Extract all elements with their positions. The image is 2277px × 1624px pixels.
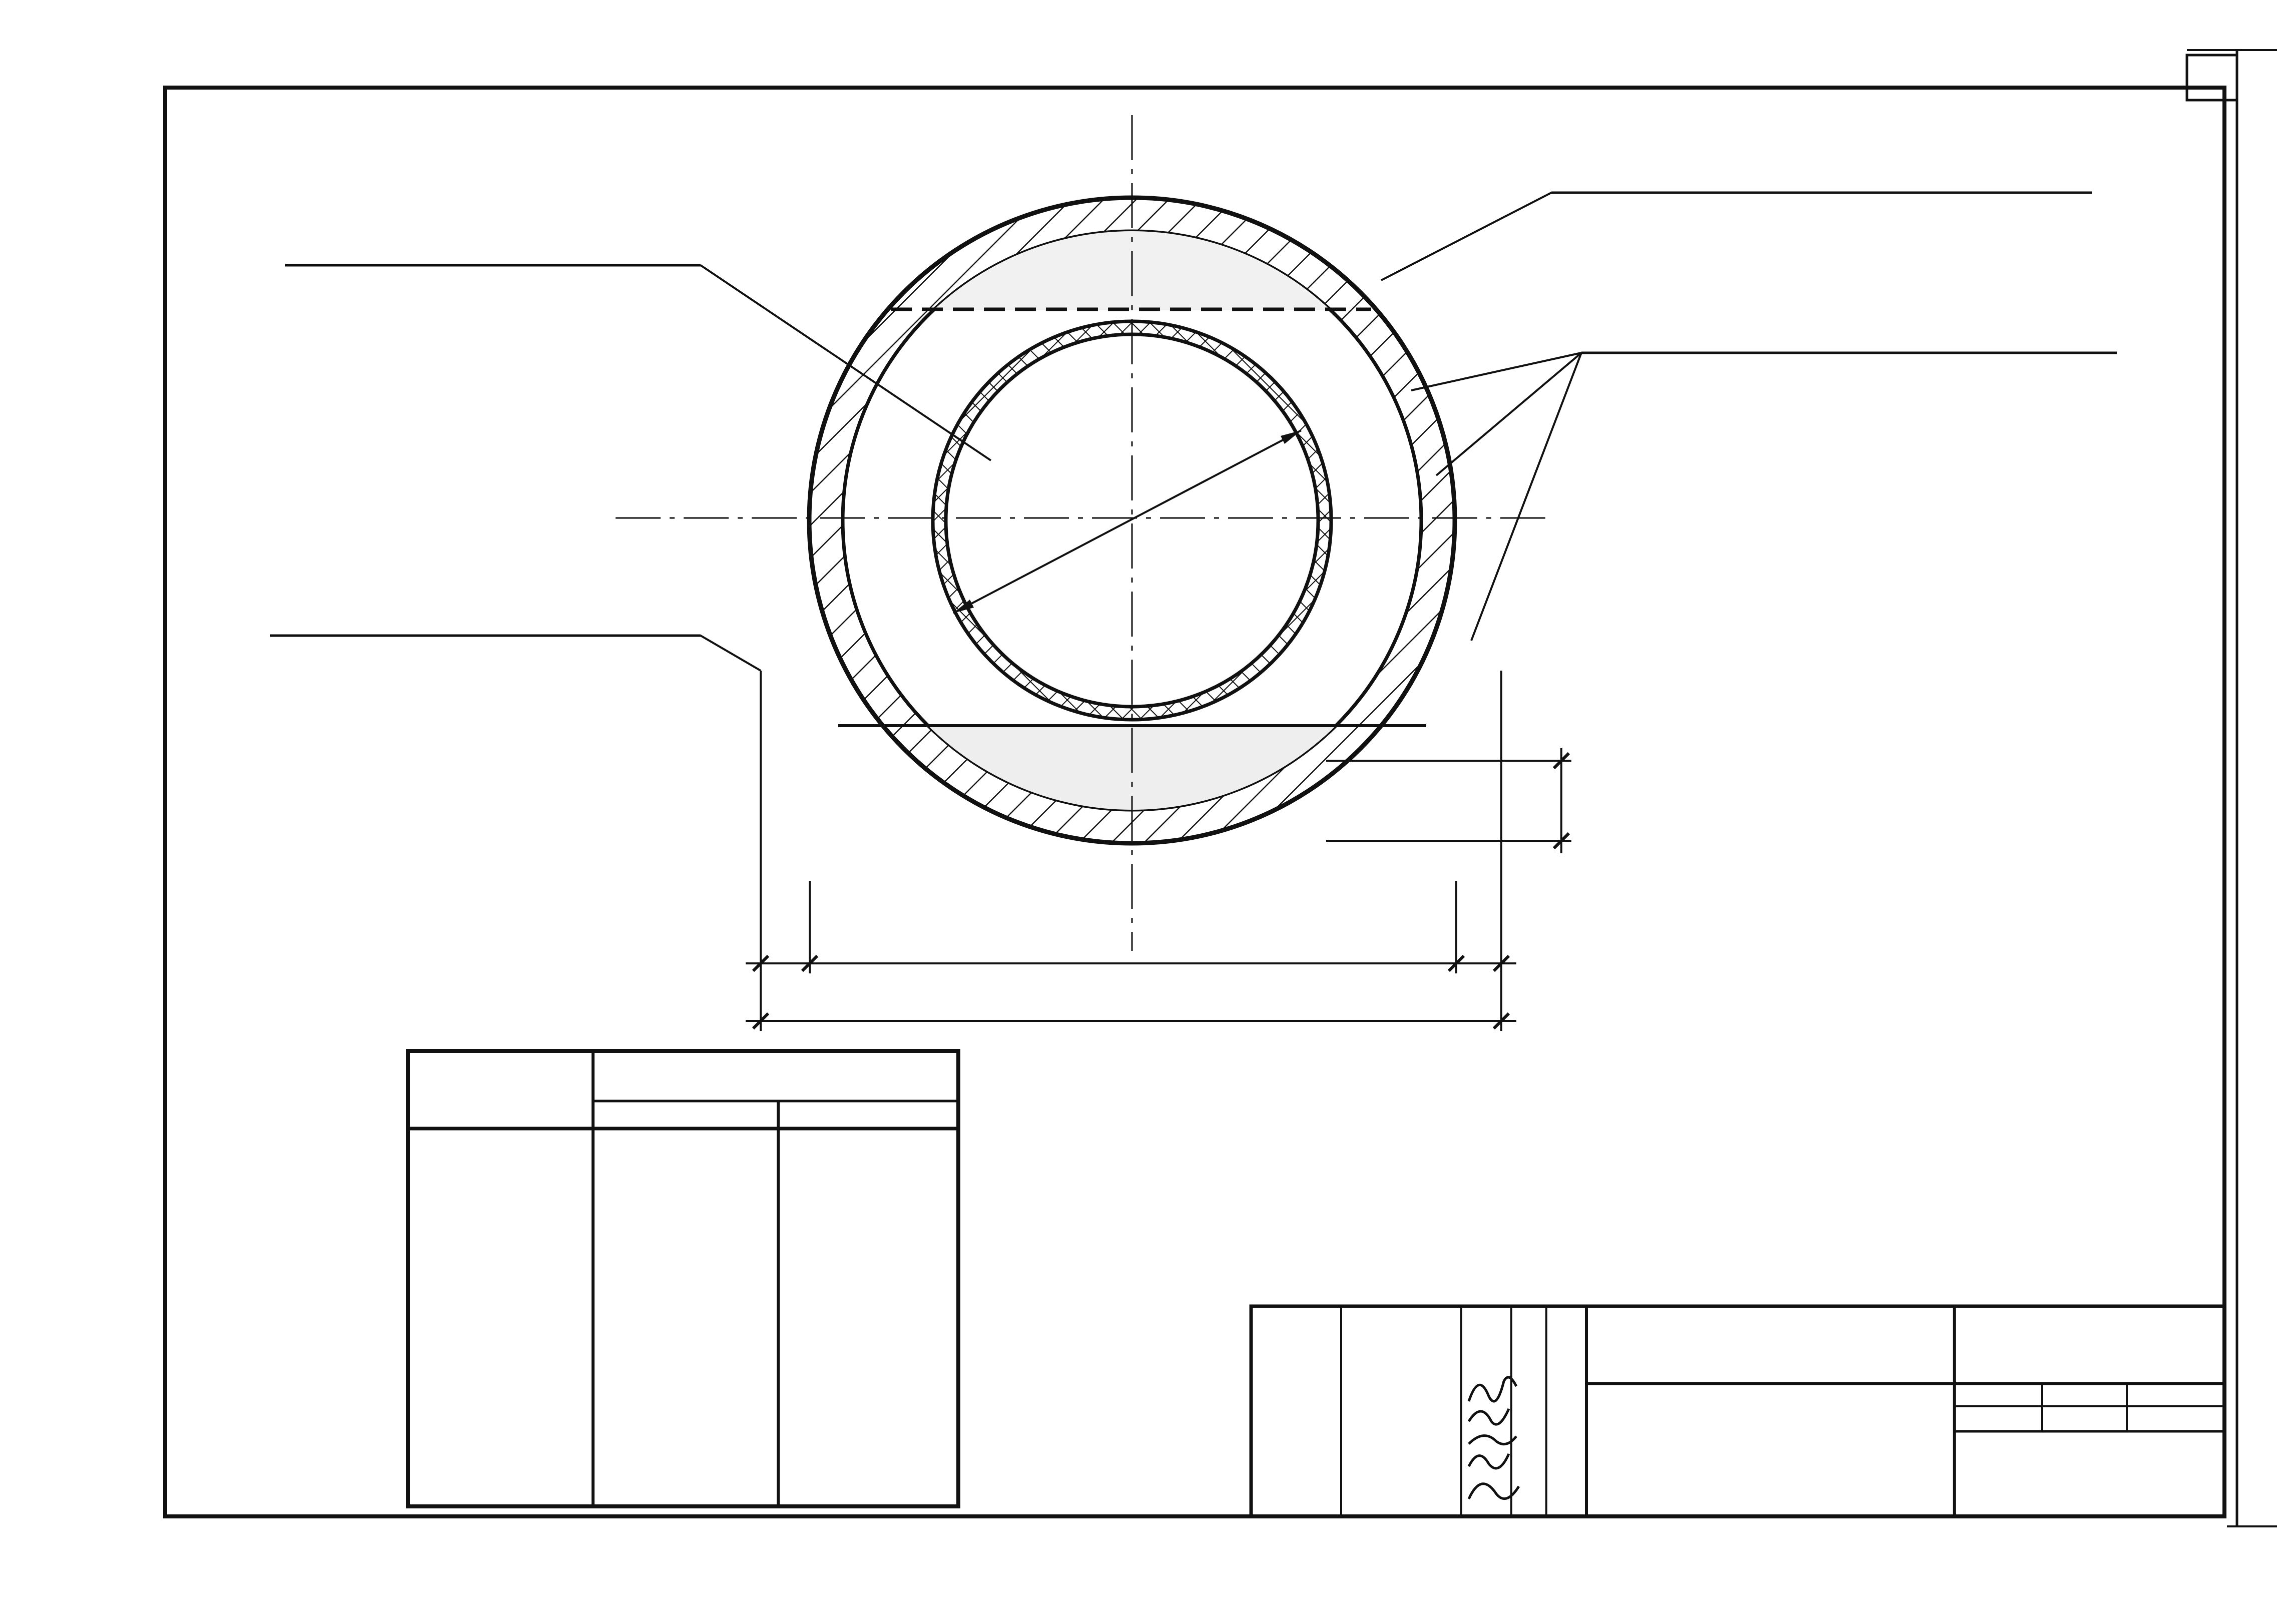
title-block [1251,1306,2224,1516]
callout-mortar [1411,353,2117,641]
callout-lining-leader [1381,193,1551,280]
callout-bedding [270,636,761,671]
callout-bedding-leader [701,636,761,671]
callout-mortar-leader [1411,353,1581,390]
tunnel-section [616,115,1546,951]
page-number-box [2187,55,2237,100]
callout-mortar-leader [1471,353,1581,641]
callout-mortar-leader [1436,353,1581,475]
quantities-table [408,1051,958,1506]
callout-lining [1381,193,2092,280]
